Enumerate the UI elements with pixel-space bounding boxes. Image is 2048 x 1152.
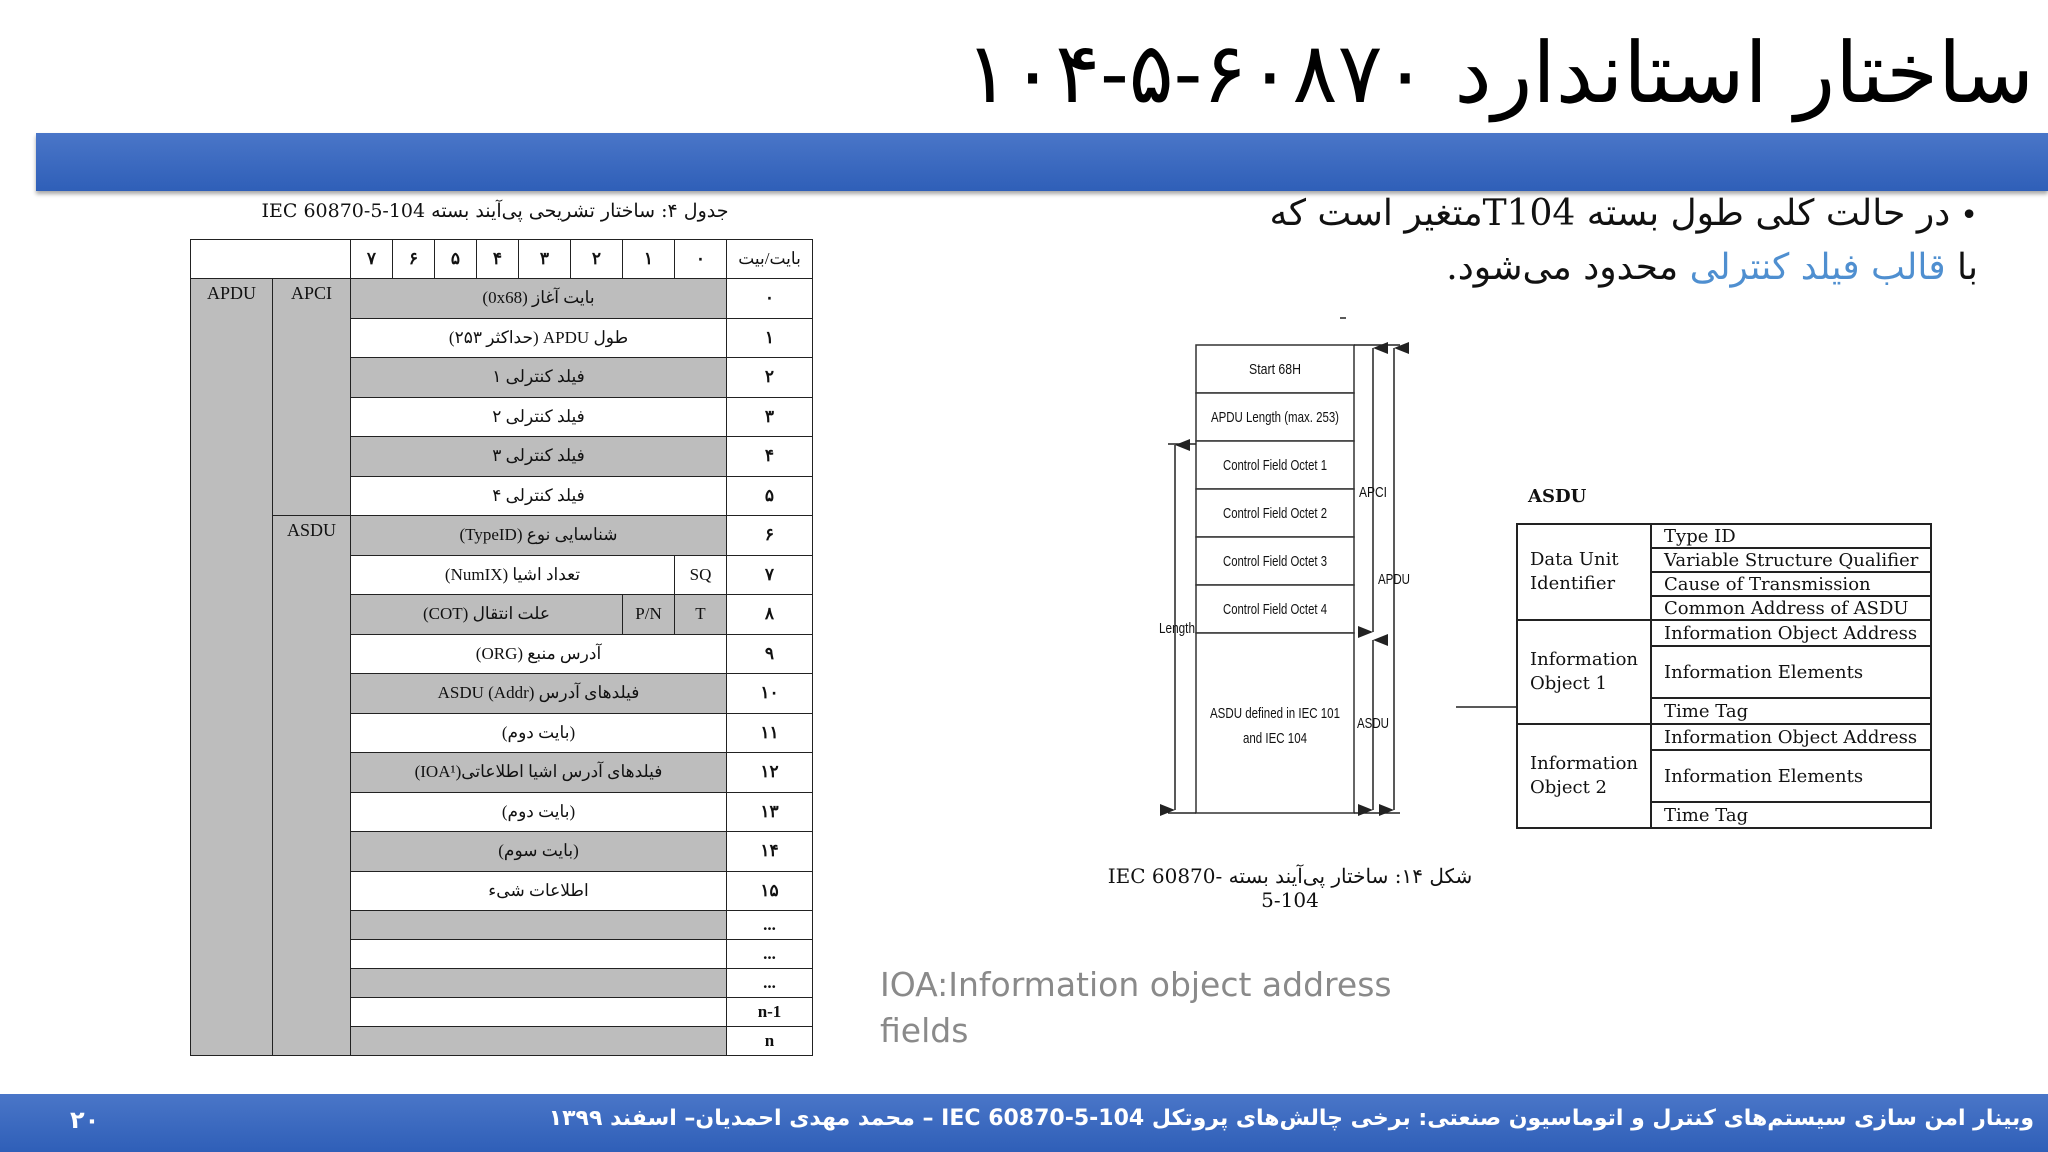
byte-number: ۸ (727, 595, 813, 635)
asdu-field: Variable Structure Qualifier (1651, 548, 1931, 572)
asdu-field: Information Elements (1651, 750, 1931, 802)
row-field: فیلد کنترلی ۳ (351, 437, 727, 477)
byte-number: ۲ (727, 358, 813, 398)
byte-number: ... (727, 911, 813, 940)
row-field: (بایت دوم) (351, 713, 727, 753)
apdu-label-0: Start 68H (1249, 361, 1301, 378)
byte-number: ۱۵ (727, 871, 813, 911)
asdu-structure-title: ASDU (1528, 486, 1587, 507)
bullet-dot-icon: • (1960, 198, 1978, 233)
asdu-row (1517, 620, 1931, 646)
asdu-field: Information Object Address (1651, 724, 1931, 750)
row-field: تعداد اشیا (NumIX) (351, 555, 675, 595)
row-field: طول APDU (حداکثر ۲۵۳) (351, 318, 727, 358)
row-field: فیلدهای آدرس اشیا اطلاعاتی(IOA¹) (351, 753, 727, 793)
packet-table-caption: جدول ۴: ساختار تشریحی پی‌آیند بسته IEC 60870-5-104 (261, 200, 729, 222)
byte-number: ۱۴ (727, 832, 813, 872)
bit-header: ۱ (623, 240, 675, 279)
asdu-field: Information Object Address (1651, 620, 1931, 646)
asdu-row (1517, 724, 1931, 750)
row-field: بایت آغاز (0x68) (351, 279, 727, 319)
bullet-highlight: قالب فیلد کنترلی (1689, 247, 1946, 288)
byte-number: ۵ (727, 476, 813, 516)
byte-number: n-1 (727, 998, 813, 1027)
byte-number: ۰ (727, 279, 813, 319)
byte-number: ... (727, 940, 813, 969)
byte-number: ۳ (727, 397, 813, 437)
asdu-label-cell: ASDU (273, 516, 351, 1056)
apdu-label-1: APDU Length (max. 253) (1211, 409, 1340, 426)
byte-number: n (727, 1027, 813, 1056)
bullet-line-1: •در حالت کلی طول بسته T104متغیر است که (1269, 193, 1978, 234)
byte-number: ۱۳ (727, 792, 813, 832)
row-field: شناسایی نوع (TypeID) (351, 516, 727, 556)
pn-bit: P/N (623, 595, 675, 635)
apdu-label-2: Control Field Octet 1 (1223, 457, 1327, 474)
asdu-field: Time Tag (1651, 698, 1931, 724)
apdu-label-4: Control Field Octet 3 (1223, 553, 1327, 570)
apdu-label-3: Control Field Octet 2 (1223, 505, 1327, 522)
page-number: ۲۰ (70, 1106, 100, 1134)
bit-header: ۵ (435, 240, 477, 279)
label-length: Length (1159, 620, 1195, 637)
asdu-field: Common Address of ASDU (1651, 596, 1931, 620)
apdu-figure-caption: شکل ۱۴: ساختار پی‌آیند بسته IEC 60870-5-104 (1107, 864, 1473, 912)
label-asdu: ASDU (1357, 715, 1389, 732)
asdu-field: Cause of Transmission (1651, 572, 1931, 596)
asdu-group-label: Data Unit Identifier (1517, 524, 1651, 620)
bit-header: ۲ (571, 240, 623, 279)
footer-text: وبینار امن سازی سیستم‌های کنترل و اتوماسیون صنعتی: برخی چالش‌های پروتکل IEC 60870-5-104 – محمد مهدی احمدیان– اسفند ۱۳۹۹ (548, 1106, 2034, 1131)
label-apci: APCI (1359, 484, 1387, 501)
row-field: فیلدهای آدرس ASDU (Addr) (351, 674, 727, 714)
row-field: فیلد کنترلی ۱ (351, 358, 727, 398)
row-field: فیلد کنترلی ۴ (351, 476, 727, 516)
bit-header: ۷ (351, 240, 393, 279)
byte-number: ۶ (727, 516, 813, 556)
byte-number: ۱ (727, 318, 813, 358)
row-field: اطلاعات شیء (351, 871, 727, 911)
t-bit: T (675, 595, 727, 635)
asdu-field: Time Tag (1651, 802, 1931, 828)
apdu-label-cell: APDU (191, 279, 273, 1056)
apdu-asdu-line1: ASDU defined in IEC 101 (1210, 705, 1340, 722)
asdu-group-label: Information Object 2 (1517, 724, 1651, 828)
asdu-field: Type ID (1651, 524, 1931, 548)
row-field: (بایت سوم) (351, 832, 727, 872)
asdu-structure-table (1516, 523, 1932, 829)
byte-number: ... (727, 969, 813, 998)
ioa-footnote: IOA:Information object address fields (880, 965, 1392, 1050)
apdu-asdu-line2: and IEC 104 (1243, 730, 1307, 747)
footer-bar (0, 1094, 2048, 1152)
byte-number: ۷ (727, 555, 813, 595)
asdu-field: Information Elements (1651, 646, 1931, 698)
bit-header: ۳ (519, 240, 571, 279)
bit-header: ۰ (675, 240, 727, 279)
asdu-group-label: Information Object 1 (1517, 620, 1651, 724)
row-field: فیلد کنترلی ۲ (351, 397, 727, 437)
byte-number: ۹ (727, 634, 813, 674)
header-byte-bit: بایت/بیت (727, 240, 813, 279)
byte-number: ۱۲ (727, 753, 813, 793)
sq-bit: SQ (675, 555, 727, 595)
label-apdu: APDU (1378, 571, 1410, 588)
row-field: آدرس منبع (ORG) (351, 634, 727, 674)
asdu-row (1517, 524, 1931, 548)
apci-label-cell: APCI (273, 279, 351, 516)
byte-number: ۱۰ (727, 674, 813, 714)
bit-header: ۶ (393, 240, 435, 279)
apdu-label-5: Control Field Octet 4 (1223, 601, 1327, 618)
apdu-box-asdu (1196, 633, 1354, 813)
slide-title: ساختار استاندارد ۶۰۸۷۰-۵-۱۰۴ (964, 24, 2034, 122)
row-field: علت انتقال (COT) (351, 595, 623, 635)
byte-number: ۴ (727, 437, 813, 477)
row-field: (بایت دوم) (351, 792, 727, 832)
bullet-line-2: با قالب فیلد کنترلی محدود می‌شود. (1446, 247, 1978, 288)
bit-header: ۴ (477, 240, 519, 279)
byte-number: ۱۱ (727, 713, 813, 753)
